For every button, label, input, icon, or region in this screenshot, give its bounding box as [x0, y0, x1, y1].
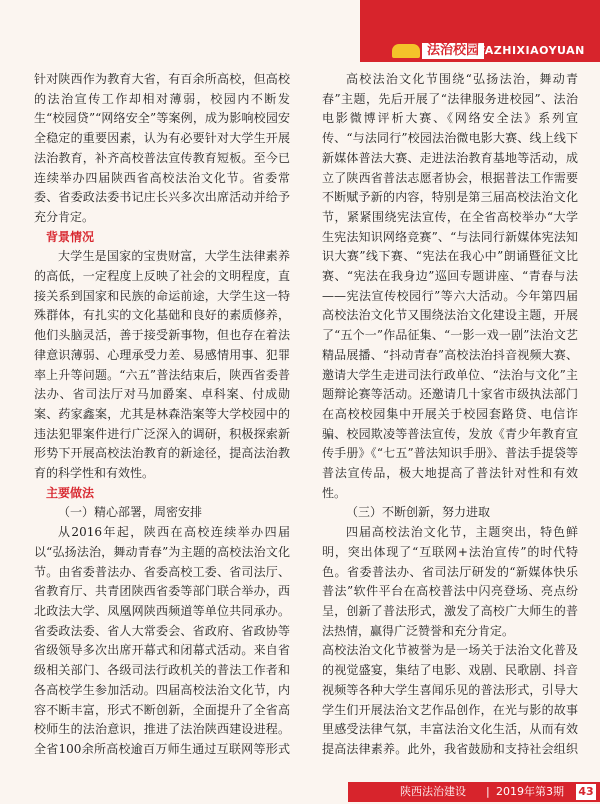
magazine-logo-icon: [392, 44, 420, 58]
footer-separator: |: [486, 785, 490, 798]
content-paragraph: 高校法治文化节围绕“弘扬法治，舞动青春”主题，先后开展了“法律服务进校园”、法治电影微博评析大赛、《网络安全法》系列宣传、“与法同行”校园法治微电影大赛、线上线下新媒体普法大赛、走进法治教育基地等活动，成立了陕西省普法志愿者协会，根据普法工作需要不断赋予新的内容，特别是第三届高校法治文化节，紧紧围绕宪法宣传，在全省高校举办“大学生宪法知识网络竞赛”、“与法同行新媒体宪法知识大赛”线下赛、“宪法在我心中”朗诵暨征文比赛、“宪法在我身边”巡回专题讲座、“青春与法——宪法宣传校园行”等六大活动。今年第四届高校法治文化节又围绕法治文化建设主题，开展了“五个一”作品征集、“一影一戏一剧”法治文艺精品展播、“抖动青春”高校法治抖音视频大赛、邀请大学生走进司法行政单位、“法治与文化”主题辩论赛等活动。还邀请几十家省市级执法部门在高校校园集中开展关于校园套路贷、电信诈骗、校园欺凌等普法宣传，发放《青少年教育宣传手册》《“七五”普法知识手册》、普法手提袋等普法宣传品，极大地提高了普法针对性和有效性。: [322, 72, 578, 500]
section-pinyin: FAZHIXIAOYUAN: [478, 44, 585, 57]
background-paragraph: 大学生是国家的宝贵财富，大学生法律素养的高低，一定程度上反映了社会的文明程度，直接关系到国家和民族的命运前途，大学生这一特殊群体，有扎实的文化基础和良好的素质修养，他们头脑灵活，善于接受新事物，但也存在着法律意识薄弱、心理承受力差、易感情用事、犯罪率上升等问题。“六五”普法结束后，陕西省委普法办、省司法厅对马加爵案、卓科案、付成勋案、药家鑫案，尤其是林森浩案等大学校园中的违法犯罪案件进行广泛深入的调研，积极探索新形势下开展高校法治教育的新途径，提高法治教育的科学性和有效性。: [34, 249, 290, 481]
footer-issue: 2019年第3期: [496, 785, 564, 798]
sub1-paragraph: 从2016年起，陕西在高校连续举办四届以“弘扬法治，舞动青春”为主题的高校法治文化节。由省委普法办、省委高校工委、省司法厅、省教育厅、共青团陕西省委等部门联合举办，西北政法大学、凤凰网陕西频道等单位共同承办。省委政法委、省人大常委会、省政府、省政协等省级领导多次出席开幕式和闭幕式活动。来自省级相关部门、各级司法行政机关的普法工作者和各高校学生参加活动。四届高校法治文化节，内容不断丰富，形式不断创新，全面提升了全省高校师生的法治意识，推进了法治陕西建设进程。全省100余所高校逾百万师生通过互联网等形式: [34, 525, 290, 756]
section-tag: 法治校园: [422, 43, 484, 59]
sub3-paragraph-b: 高校法治文化节被誉为是一场关于法治文化普及的视觉盛宴，集结了电影、戏剧、民歌剧、抖音视频等各种大学生喜闻乐见的普法形式，引导大学生们开展法治文艺作品创作，在光与影的故事里感受法律气氛，丰富法治文化生活，从而有效提高法律素养。此外，我省鼓励和支持社会组织: [322, 643, 578, 756]
left-column: [34, 70, 290, 760]
intro-paragraph: 针对陕西作为教育大省，有百余所高校，但高校的法治宣传工作却相对薄弱，校园内不断发生“校园贷”“网络安全”等案例，成为影响校园安全稳定的重要因素，认为有必要针对大学生开展法治教育，补齐高校普法宣传教育短板。至今已连续举办四届陕西省高校法治文化节。省委常委、省委政法委书记庄长兴多次出席活动并给予充分肯定。: [34, 72, 290, 224]
page-number: 43: [576, 784, 596, 800]
footer-journal-title: 陕西法治建设: [400, 785, 466, 798]
heading-practice: 主要做法: [46, 485, 95, 500]
heading-background: 背景情况: [46, 229, 95, 244]
subheading-3: （三）不断创新，努力进取: [346, 505, 491, 520]
subheading-1: （一）精心部署，周密安排: [58, 505, 203, 520]
sub3-paragraph-a: 四届高校法治文化节，主题突出，特色鲜明，突出体现了“互联网+法治宣传”的时代特色。省委普法办、省司法厅研发的“新媒体快乐普法”软件平台在高校普法中闪亮登场、亮点纷呈，创新了普法形式，激发了高校广大师生的普法热情，赢得广泛赞誉和充分肯定。: [322, 525, 578, 638]
right-column: [322, 70, 578, 760]
footer-band: [348, 782, 600, 802]
